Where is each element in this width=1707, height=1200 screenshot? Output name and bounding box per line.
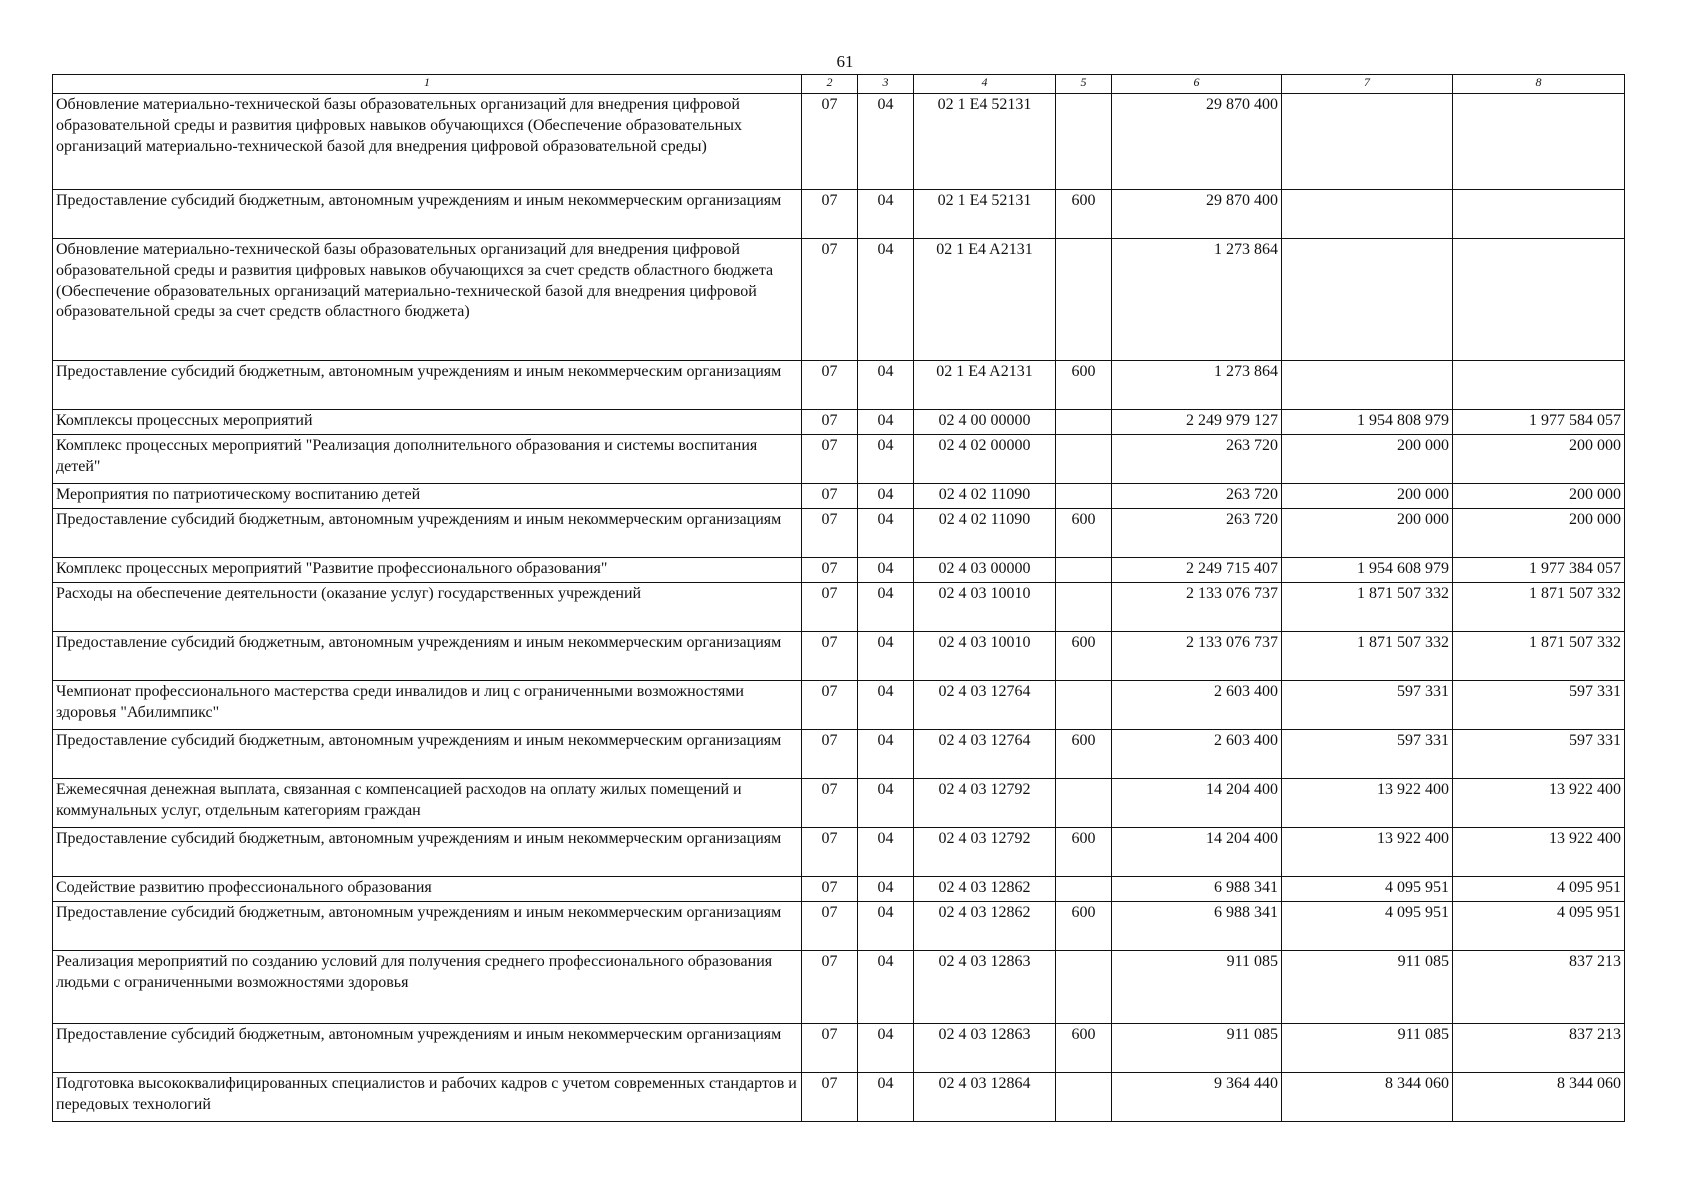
amount-col-7: 4 095 951 [1282, 902, 1453, 951]
budget-table [52, 74, 1625, 1122]
amount-col-8 [1453, 190, 1625, 239]
amount-col-7: 4 095 951 [1282, 877, 1453, 902]
amount-col-7: 911 085 [1282, 951, 1453, 1024]
amount-col-6: 9 364 440 [1112, 1073, 1282, 1122]
expense-type-code [1056, 779, 1112, 828]
column-header-7: 7 [1282, 75, 1453, 94]
target-article-code: 02 4 03 12863 [914, 1024, 1056, 1073]
target-article-code: 02 4 03 12792 [914, 828, 1056, 877]
target-article-code: 02 4 02 11090 [914, 509, 1056, 558]
amount-col-8: 1 871 507 332 [1453, 632, 1625, 681]
section-code: 07 [802, 1073, 858, 1122]
section-code: 07 [802, 484, 858, 509]
row-name: Обновление материально-технической базы образовательных организаций для внедрения цифровой образовательной среды и развития цифровых навыков обучающихся за счет средств областного бюджета (Обеспечение образовательных организаций материально-технической базой для внедрения цифровой образовательной среды за счет средств областного бюджета) [53, 239, 802, 361]
row-name: Комплекс процессных мероприятий "Развитие профессионального образования" [53, 558, 802, 583]
target-article-code: 02 4 03 12862 [914, 902, 1056, 951]
expense-type-code: 600 [1056, 730, 1112, 779]
amount-col-7: 13 922 400 [1282, 779, 1453, 828]
row-name: Ежемесячная денежная выплата, связанная с компенсацией расходов на оплату жилых помещений и коммунальных услуг, отдельным категориям граждан [53, 779, 802, 828]
amount-col-7: 200 000 [1282, 509, 1453, 558]
row-name: Чемпионат профессионального мастерства среди инвалидов и лиц с ограниченными возможностями здоровья "Абилимпикс" [53, 681, 802, 730]
table-row [53, 632, 1625, 681]
target-article-code: 02 4 02 11090 [914, 484, 1056, 509]
subsection-code: 04 [858, 779, 914, 828]
amount-col-8 [1453, 94, 1625, 190]
column-header-5: 5 [1056, 75, 1112, 94]
expense-type-code [1056, 410, 1112, 435]
section-code: 07 [802, 877, 858, 902]
subsection-code: 04 [858, 877, 914, 902]
target-article-code: 02 1 E4 A2131 [914, 239, 1056, 361]
table-row [53, 361, 1625, 410]
column-header-6: 6 [1112, 75, 1282, 94]
row-name: Предоставление субсидий бюджетным, автономным учреждениям и иным некоммерческим организациям [53, 828, 802, 877]
row-name: Предоставление субсидий бюджетным, автономным учреждениям и иным некоммерческим организациям [53, 1024, 802, 1073]
expense-type-code: 600 [1056, 902, 1112, 951]
amount-col-6: 263 720 [1112, 435, 1282, 484]
subsection-code: 04 [858, 730, 914, 779]
amount-col-7: 597 331 [1282, 730, 1453, 779]
table-body [53, 94, 1625, 1122]
amount-col-6: 2 249 715 407 [1112, 558, 1282, 583]
row-name: Предоставление субсидий бюджетным, автономным учреждениям и иным некоммерческим организациям [53, 902, 802, 951]
subsection-code: 04 [858, 509, 914, 558]
section-code: 07 [802, 681, 858, 730]
amount-col-6: 2 603 400 [1112, 730, 1282, 779]
expense-type-code: 600 [1056, 1024, 1112, 1073]
amount-col-7 [1282, 190, 1453, 239]
section-code: 07 [802, 632, 858, 681]
target-article-code: 02 4 03 12862 [914, 877, 1056, 902]
row-name: Обновление материально-технической базы образовательных организаций для внедрения цифровой образовательной среды и развития цифровых навыков обучающихся (Обеспечение образовательных организаций материально-технической базой для внедрения цифровой образовательной среды) [53, 94, 802, 190]
table-row [53, 1073, 1625, 1122]
amount-col-6: 2 603 400 [1112, 681, 1282, 730]
subsection-code: 04 [858, 435, 914, 484]
subsection-code: 04 [858, 632, 914, 681]
subsection-code: 04 [858, 828, 914, 877]
section-code: 07 [802, 435, 858, 484]
amount-col-8: 837 213 [1453, 951, 1625, 1024]
section-code: 07 [802, 1024, 858, 1073]
row-name: Подготовка высококвалифицированных специалистов и рабочих кадров с учетом современных стандартов и передовых технологий [53, 1073, 802, 1122]
table-row [53, 190, 1625, 239]
row-name: Предоставление субсидий бюджетным, автономным учреждениям и иным некоммерческим организациям [53, 632, 802, 681]
subsection-code: 04 [858, 1073, 914, 1122]
section-code: 07 [802, 509, 858, 558]
row-name: Мероприятия по патриотическому воспитанию детей [53, 484, 802, 509]
table-row [53, 583, 1625, 632]
table-row [53, 558, 1625, 583]
page-number: 61 [836, 52, 854, 71]
amount-col-8: 200 000 [1453, 435, 1625, 484]
amount-col-8: 597 331 [1453, 681, 1625, 730]
amount-col-6: 263 720 [1112, 484, 1282, 509]
table-row [53, 435, 1625, 484]
expense-type-code: 600 [1056, 509, 1112, 558]
amount-col-6: 14 204 400 [1112, 828, 1282, 877]
column-header-8: 8 [1453, 75, 1625, 94]
column-header-1: 1 [53, 75, 802, 94]
target-article-code: 02 4 03 12764 [914, 730, 1056, 779]
amount-col-6: 29 870 400 [1112, 190, 1282, 239]
table-row [53, 730, 1625, 779]
subsection-code: 04 [858, 558, 914, 583]
amount-col-6: 6 988 341 [1112, 877, 1282, 902]
row-name: Предоставление субсидий бюджетным, автономным учреждениям и иным некоммерческим организациям [53, 509, 802, 558]
amount-col-8 [1453, 239, 1625, 361]
column-number-row [53, 75, 1625, 94]
amount-col-7: 200 000 [1282, 435, 1453, 484]
subsection-code: 04 [858, 190, 914, 239]
section-code: 07 [802, 828, 858, 877]
expense-type-code [1056, 877, 1112, 902]
section-code: 07 [802, 190, 858, 239]
table-row [53, 484, 1625, 509]
row-name: Расходы на обеспечение деятельности (оказание услуг) государственных учреждений [53, 583, 802, 632]
amount-col-8: 597 331 [1453, 730, 1625, 779]
subsection-code: 04 [858, 902, 914, 951]
table-row [53, 509, 1625, 558]
section-code: 07 [802, 951, 858, 1024]
target-article-code: 02 1 E4 52131 [914, 190, 1056, 239]
expense-type-code [1056, 239, 1112, 361]
subsection-code: 04 [858, 1024, 914, 1073]
section-code: 07 [802, 730, 858, 779]
subsection-code: 04 [858, 681, 914, 730]
table-row [53, 1024, 1625, 1073]
amount-col-6: 2 133 076 737 [1112, 632, 1282, 681]
amount-col-7: 597 331 [1282, 681, 1453, 730]
subsection-code: 04 [858, 410, 914, 435]
amount-col-7: 911 085 [1282, 1024, 1453, 1073]
amount-col-6: 263 720 [1112, 509, 1282, 558]
amount-col-7: 200 000 [1282, 484, 1453, 509]
expense-type-code: 600 [1056, 361, 1112, 410]
target-article-code: 02 1 E4 A2131 [914, 361, 1056, 410]
amount-col-8: 4 095 951 [1453, 877, 1625, 902]
amount-col-8: 4 095 951 [1453, 902, 1625, 951]
section-code: 07 [802, 558, 858, 583]
column-header-3: 3 [858, 75, 914, 94]
column-header-2: 2 [802, 75, 858, 94]
amount-col-7: 1 954 808 979 [1282, 410, 1453, 435]
section-code: 07 [802, 583, 858, 632]
target-article-code: 02 4 03 10010 [914, 583, 1056, 632]
section-code: 07 [802, 94, 858, 190]
expense-type-code [1056, 484, 1112, 509]
section-code: 07 [802, 779, 858, 828]
expense-type-code [1056, 1073, 1112, 1122]
amount-col-7 [1282, 239, 1453, 361]
amount-col-8: 8 344 060 [1453, 1073, 1625, 1122]
expense-type-code [1056, 681, 1112, 730]
section-code: 07 [802, 239, 858, 361]
amount-col-7 [1282, 94, 1453, 190]
target-article-code: 02 4 03 12864 [914, 1073, 1056, 1122]
amount-col-7: 8 344 060 [1282, 1073, 1453, 1122]
table-row [53, 410, 1625, 435]
amount-col-6: 911 085 [1112, 951, 1282, 1024]
target-article-code: 02 4 03 12764 [914, 681, 1056, 730]
table-row [53, 779, 1625, 828]
section-code: 07 [802, 902, 858, 951]
amount-col-6: 911 085 [1112, 1024, 1282, 1073]
row-name: Реализация мероприятий по созданию условий для получения среднего профессионального образования людьми с ограниченными возможностями здоровья [53, 951, 802, 1024]
target-article-code: 02 4 03 00000 [914, 558, 1056, 583]
table-row [53, 902, 1625, 951]
row-name: Комплекс процессных мероприятий "Реализация дополнительного образования и системы воспитания детей" [53, 435, 802, 484]
amount-col-7: 1 954 608 979 [1282, 558, 1453, 583]
amount-col-8: 1 977 584 057 [1453, 410, 1625, 435]
amount-col-6: 29 870 400 [1112, 94, 1282, 190]
subsection-code: 04 [858, 484, 914, 509]
target-article-code: 02 4 00 00000 [914, 410, 1056, 435]
subsection-code: 04 [858, 361, 914, 410]
amount-col-8: 1 977 384 057 [1453, 558, 1625, 583]
row-name: Предоставление субсидий бюджетным, автономным учреждениям и иным некоммерческим организациям [53, 361, 802, 410]
amount-col-8: 200 000 [1453, 509, 1625, 558]
subsection-code: 04 [858, 239, 914, 361]
amount-col-8: 1 871 507 332 [1453, 583, 1625, 632]
amount-col-6: 1 273 864 [1112, 239, 1282, 361]
expense-type-code [1056, 558, 1112, 583]
amount-col-6: 2 249 979 127 [1112, 410, 1282, 435]
table-row [53, 951, 1625, 1024]
subsection-code: 04 [858, 94, 914, 190]
target-article-code: 02 4 02 00000 [914, 435, 1056, 484]
table-row [53, 877, 1625, 902]
amount-col-7: 1 871 507 332 [1282, 583, 1453, 632]
amount-col-7: 13 922 400 [1282, 828, 1453, 877]
row-name: Предоставление субсидий бюджетным, автономным учреждениям и иным некоммерческим организациям [53, 190, 802, 239]
table-row [53, 94, 1625, 190]
subsection-code: 04 [858, 583, 914, 632]
amount-col-6: 14 204 400 [1112, 779, 1282, 828]
target-article-code: 02 4 03 12863 [914, 951, 1056, 1024]
target-article-code: 02 1 E4 52131 [914, 94, 1056, 190]
subsection-code: 04 [858, 951, 914, 1024]
table-row [53, 828, 1625, 877]
table-row [53, 681, 1625, 730]
target-article-code: 02 4 03 12792 [914, 779, 1056, 828]
amount-col-8: 200 000 [1453, 484, 1625, 509]
section-code: 07 [802, 410, 858, 435]
amount-col-6: 6 988 341 [1112, 902, 1282, 951]
expense-type-code [1056, 951, 1112, 1024]
amount-col-8 [1453, 361, 1625, 410]
row-name: Комплексы процессных мероприятий [53, 410, 802, 435]
amount-col-8: 13 922 400 [1453, 828, 1625, 877]
column-header-4: 4 [914, 75, 1056, 94]
expense-type-code: 600 [1056, 190, 1112, 239]
expense-type-code: 600 [1056, 632, 1112, 681]
expense-type-code [1056, 94, 1112, 190]
amount-col-6: 2 133 076 737 [1112, 583, 1282, 632]
expense-type-code: 600 [1056, 828, 1112, 877]
expense-type-code [1056, 435, 1112, 484]
amount-col-8: 837 213 [1453, 1024, 1625, 1073]
amount-col-8: 13 922 400 [1453, 779, 1625, 828]
table-row [53, 239, 1625, 361]
amount-col-7 [1282, 361, 1453, 410]
expense-type-code [1056, 583, 1112, 632]
amount-col-6: 1 273 864 [1112, 361, 1282, 410]
target-article-code: 02 4 03 10010 [914, 632, 1056, 681]
section-code: 07 [802, 361, 858, 410]
row-name: Содействие развитию профессионального образования [53, 877, 802, 902]
amount-col-7: 1 871 507 332 [1282, 632, 1453, 681]
row-name: Предоставление субсидий бюджетным, автономным учреждениям и иным некоммерческим организациям [53, 730, 802, 779]
